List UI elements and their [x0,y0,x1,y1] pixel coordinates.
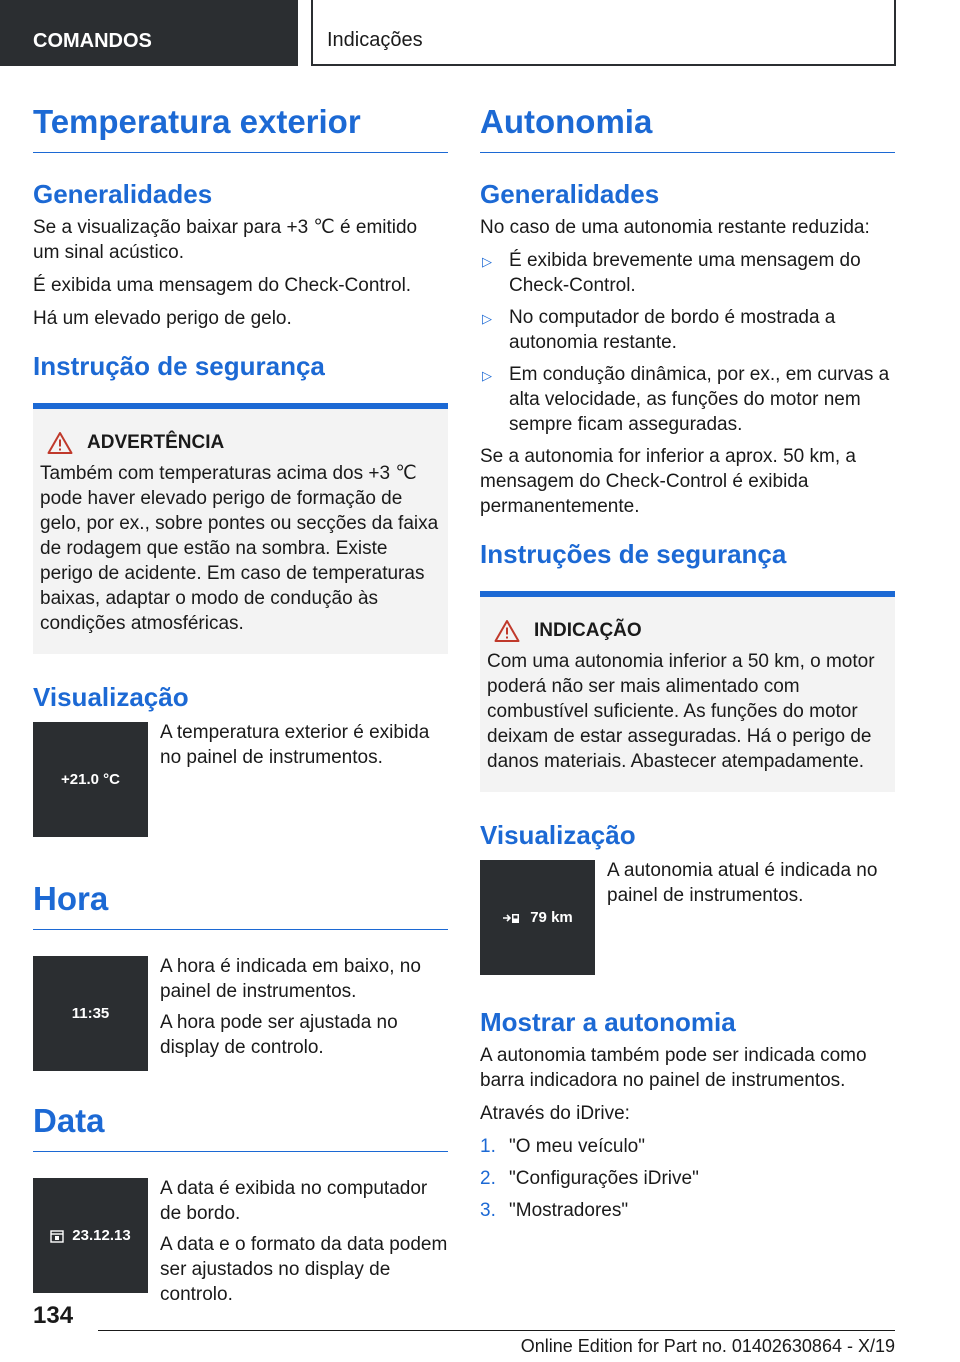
temperature-display-image [33,722,148,837]
temperature-safety-heading: Instrução de segurança [33,351,325,381]
temperature-general-p3: Há um elevado perigo de gelo. [33,308,292,329]
temperature-general-p1: Se a visualização baixar para +3 ℃ é emitido um sinal acústico. [33,217,418,263]
temperature-general-p2: É exibida uma mensagem do Check-Control. [33,275,412,296]
date-display-value: 23.12.13 [72,1227,131,1244]
list-item: 3. "Mostradores" [480,1200,629,1221]
list-item: ▷ No computador de bordo é mostrada a autonomia restante. [482,307,836,353]
range-display-image [480,860,595,975]
range-general-p2: Se a autonomia for inferior a aprox. 50 km, a mensagem do Check-Control é exibida permanentemente. [480,446,856,517]
warning-triangle-icon [494,619,520,643]
date-display-row [33,1176,448,1313]
page-number: 134 [33,1302,74,1329]
temperature-title: Temperatura exterior [33,100,448,153]
date-title: Data [33,1099,448,1152]
notice-title-row [487,619,887,643]
date-p1: A data é exibida no computador de bordo. [160,1178,428,1224]
idrive-steps-list [480,1134,895,1223]
list-item: ▷ Em condução dinâmica, por ex., em curvas a alta velocidade, as funções do motor nem sempre ficam asseguradas. [482,364,890,435]
time-display-value: 11:35 [71,1005,110,1022]
notice-text: Com uma autonomia inferior a 50 km, o motor poderá não ser mais alimentado com combustível suficiente. As funções do motor deixam de estar asseguradas. Há o perigo de danos materiais. Abastecer atempadamente. [487,651,875,772]
show-range-p2: Através do iDrive: [480,1103,630,1124]
right-column [480,100,895,1230]
range-display-heading: Visualização [480,820,636,850]
list-item: 2. "Configurações iDrive" [480,1168,699,1189]
warning-title-row [40,431,440,455]
notice-box [480,591,895,792]
show-range-heading: Mostrar a autonomia [480,1007,736,1037]
range-display-text: A autonomia atual é indicada no painel de instrumentos. [607,860,878,906]
calendar-icon [50,1229,64,1243]
triangle-bullet-icon: ▷ [482,254,492,269]
triangle-bullet-icon: ▷ [482,368,492,383]
temperature-display-row [33,720,448,837]
page-header [0,0,960,66]
fuel-pump-icon [502,912,522,924]
time-title: Hora [33,877,448,930]
range-general-intro: No caso de uma autonomia restante reduzida: [480,217,870,238]
left-column [33,100,448,1313]
time-p1: A hora é indicada em baixo, no painel de instrumentos. [160,956,421,1002]
range-general-heading: Generalidades [480,179,660,209]
date-p2: A data e o formato da data podem ser ajustados no display de controlo. [160,1234,448,1305]
notice-title: INDICAÇÃO [534,620,642,641]
temperature-display-text: A temperatura exterior é exibida no painel de instrumentos. [160,722,430,768]
range-display-value: 79 km [530,909,573,926]
range-bullet-list [480,248,895,437]
triangle-bullet-icon: ▷ [482,311,492,326]
time-display-image [33,956,148,1071]
show-range-p1: A autonomia também pode ser indicada como barra indicadora no painel de instrumentos. [480,1045,867,1091]
temperature-display-value: +21.0 °C [61,771,120,788]
warning-box [33,403,448,654]
range-safety-heading: Instruções de segurança [480,539,787,569]
warning-triangle-icon [47,431,73,455]
range-title: Autonomia [480,100,895,153]
section-label: COMANDOS [0,0,298,66]
time-p2: A hora pode ser ajustada no display de controlo. [160,1012,398,1058]
warning-title: ADVERTÊNCIA [87,432,225,453]
subsection-label: Indicações [311,0,896,66]
warning-text: Também com temperaturas acima dos +3 ℃ pode haver elevado perigo de formação de gelo, por ex., sobre pontes ou secções da faixa de rodagem que estão na sombra. Existe perigo de acidente. Em caso de temperaturas baixas, adaptar o modo de condução às condições atmosféricas. [40,463,439,634]
range-display-row [480,858,895,975]
list-item: 1. "O meu veículo" [480,1136,645,1157]
time-display-row [33,954,448,1071]
edition-text: Online Edition for Part no. 01402630864 - X/19 [520,1336,895,1356]
date-display-image [33,1178,148,1293]
temperature-general-heading: Generalidades [33,179,213,209]
footer-divider [98,1330,895,1331]
list-item: ▷ É exibida brevemente uma mensagem do Check-Control. [482,250,861,296]
temperature-display-heading: Visualização [33,682,189,712]
